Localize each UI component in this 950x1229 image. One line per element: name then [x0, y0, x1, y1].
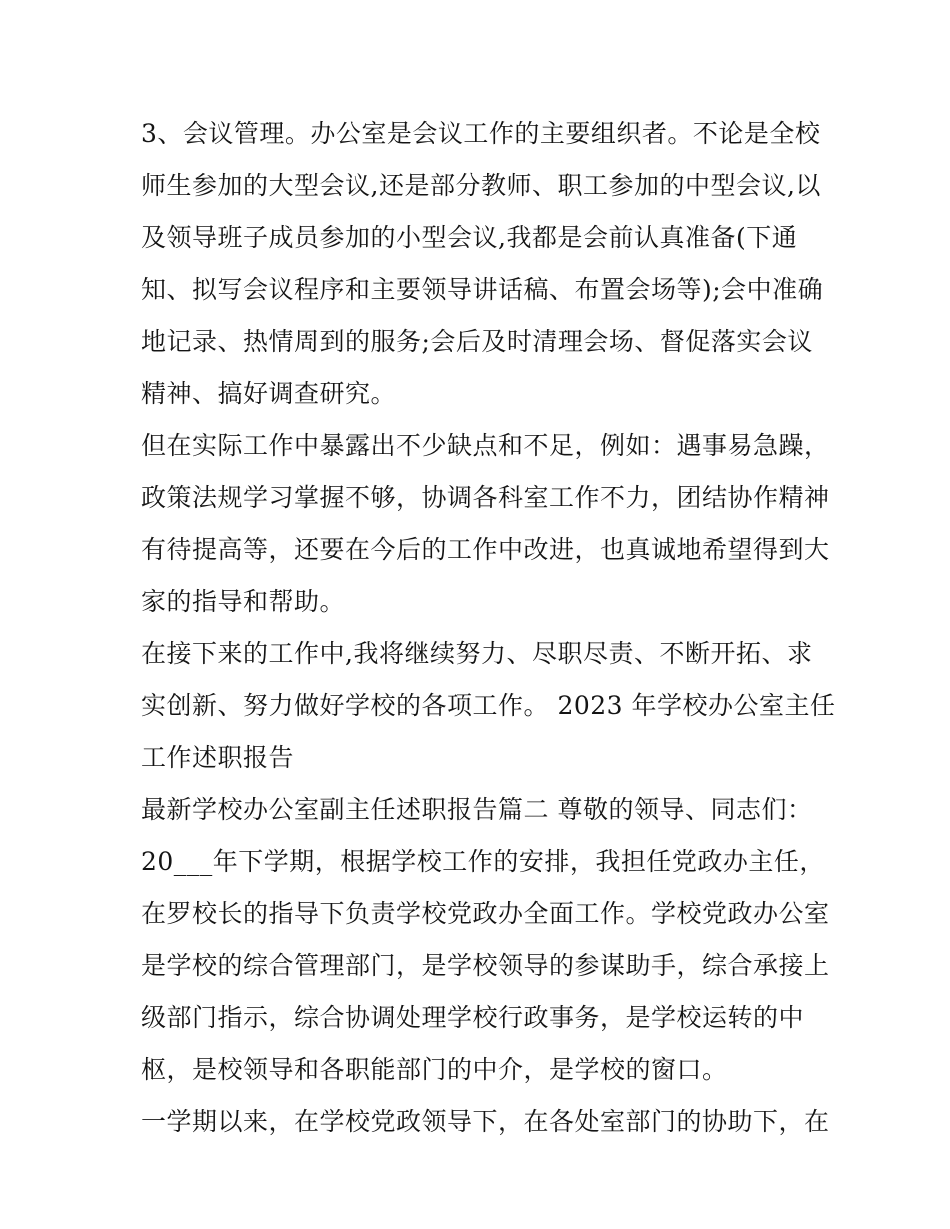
text-line: 是学校的综合管理部门，是学校领导的参谋助手，综合承接上 [141, 951, 830, 980]
text-line: 最新学校办公室副主任述职报告篇二 尊敬的领导、同志们： [141, 795, 813, 824]
text-line: 地记录、热情周到的服务;会后及时清理会场、督促落实会议 [141, 327, 813, 356]
text-line: 精神、搞好调查研究。 [141, 379, 397, 408]
text-line: 一学期以来，在学校党政领导下，在各处室部门的协助下，在 [141, 1107, 830, 1136]
text-line: 但在实际工作中暴露出不少缺点和不足，例如：遇事易急躁， [141, 431, 830, 460]
text-line: 在接下来的工作中,我将继续努力、尽职尽责、不断开拓、求 [141, 639, 813, 668]
text-line: 师生参加的大型会议,还是部分教师、职工参加的中型会议,以 [141, 171, 821, 200]
text-line: 级部门指示，综合协调处理学校行政事务，是学校运转的中 [141, 1003, 805, 1032]
text-line: 及领导班子成员参加的小型会议,我都是会前认真准备(下通 [141, 223, 798, 252]
text-line: 知、拟写会议程序和主要领导讲话稿、布置会场等);会中准确 [141, 275, 824, 304]
text-line: 枢，是校领导和各职能部门的中介，是学校的窗口。 [141, 1055, 728, 1084]
text-line: 在罗校长的指导下负责学校党政办全面工作。学校党政办公室 [141, 899, 830, 928]
text-line: 家的指导和帮助。 [141, 587, 346, 616]
text-line: 有待提高等，还要在今后的工作中改进，也真诚地希望得到大 [141, 535, 830, 564]
text-line: 3、会议管理。办公室是会议工作的主要组织者。不论是全校 [141, 119, 821, 148]
text-line: 政策法规学习掌握不够，协调各科室工作不力，团结协作精神 [141, 483, 830, 512]
text-line: 20___年下学期，根据学校工作的安排，我担任党政办主任， [141, 847, 825, 876]
document-body [141, 108, 836, 1148]
text-line: 实创新、努力做好学校的各项工作。 2023 年学校办公室主任 [141, 691, 836, 720]
text-line: 工作述职报告 [141, 743, 295, 772]
